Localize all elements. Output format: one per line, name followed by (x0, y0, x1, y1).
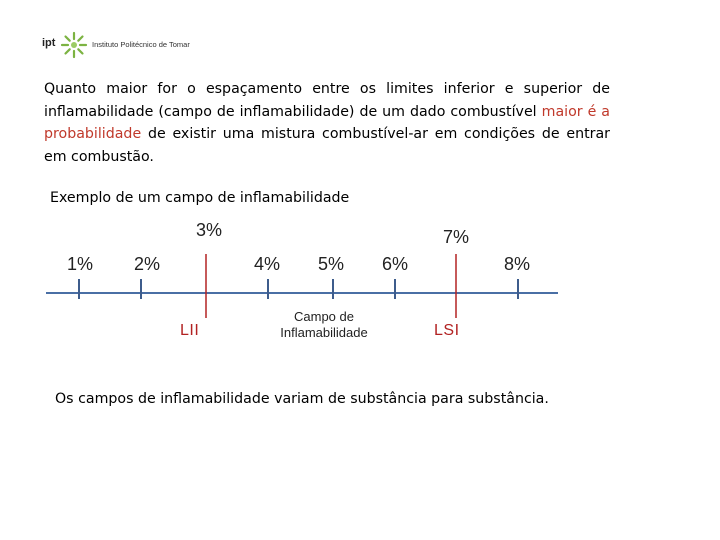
example-title: Exemplo de um campo de inflamabilidade (50, 190, 350, 206)
tick-label-6pct: 6% (382, 254, 409, 274)
footer-note: Os campos de inflamabilidade variam de substância para substância. (55, 391, 549, 407)
field-label-line1: Campo de (294, 309, 354, 324)
intro-text-start: Quanto maior for o espaçamento entre os limites inferior e superior de inflamabilidade (campo de inflamabilidade) de um dado combustível (44, 81, 610, 120)
limit-label-3pct: 3% (196, 220, 223, 240)
lower-limit-label: LII (180, 322, 200, 339)
tick-label-8pct: 8% (504, 254, 531, 274)
tick-label-2pct: 2% (134, 254, 161, 274)
institution-name: Instituto Politécnico de Tomar (92, 40, 190, 49)
tick-label-4pct: 4% (254, 254, 281, 274)
scale-ticks (79, 279, 518, 299)
upper-limit-label: LSI (434, 322, 460, 339)
intro-highlight: maior é a probabilidade (44, 103, 610, 142)
tick-label-1pct: 1% (67, 254, 94, 274)
intro-text-end: de existir uma mistura combustível-ar em condições de entrar em combustão. (44, 126, 610, 165)
field-label (259, 309, 389, 341)
field-label-line2: Inflamabilidade (280, 325, 368, 340)
tick-label-5pct: 5% (318, 254, 345, 274)
limit-label-7pct: 7% (443, 227, 470, 247)
logo-abbreviation: ipt (42, 37, 56, 49)
